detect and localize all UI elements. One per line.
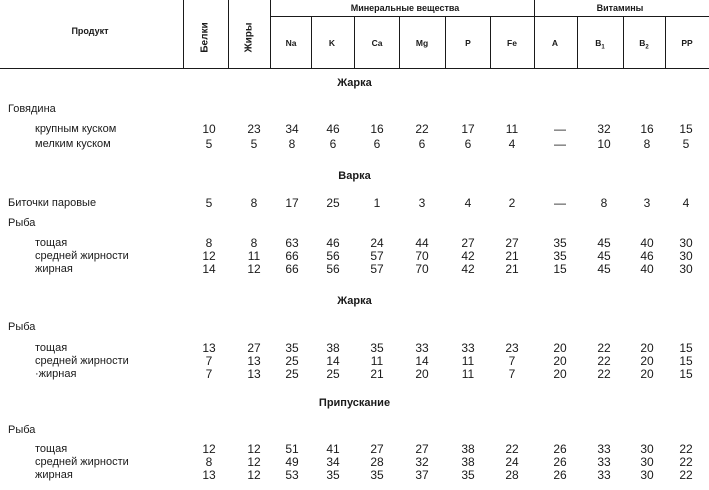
- table-cell: 35: [370, 341, 384, 355]
- table-cell: 56: [326, 249, 340, 263]
- table-cell: 17: [461, 122, 475, 136]
- column-divider: [399, 16, 400, 68]
- table-cell: 24: [370, 236, 384, 250]
- table-cell: 12: [247, 468, 261, 482]
- table-cell: 24: [505, 455, 519, 469]
- table-cell: 11: [461, 367, 475, 381]
- table-cell: 11: [461, 354, 475, 368]
- table-cell: 8: [250, 196, 258, 210]
- table-cell: 20: [553, 367, 567, 381]
- section-title: Жарка: [337, 295, 372, 307]
- table-cell: 63: [285, 236, 299, 250]
- table-cell: 33: [597, 468, 611, 482]
- table-cell: 15: [679, 341, 693, 355]
- table-cell: 12: [202, 249, 216, 263]
- row-label: средней жирности: [35, 355, 129, 367]
- table-cell: 2: [508, 196, 516, 210]
- column-divider: [311, 16, 312, 68]
- table-cell: 33: [415, 341, 429, 355]
- column-divider: [490, 16, 491, 68]
- table-cell: 4: [508, 137, 516, 151]
- header-fe: Fe: [507, 38, 517, 48]
- table-cell: 27: [461, 236, 475, 250]
- table-cell: 12: [247, 455, 261, 469]
- table-cell: 22: [597, 367, 611, 381]
- table-cell: 22: [679, 455, 693, 469]
- table-cell: 7: [205, 354, 213, 368]
- table-cell: 35: [285, 341, 299, 355]
- table-cell: 13: [202, 468, 216, 482]
- table-cell: 45: [597, 262, 611, 276]
- section-title: Жарка: [337, 77, 372, 89]
- section-title: Варка: [338, 170, 371, 182]
- table-cell: 21: [505, 262, 519, 276]
- table-cell: 30: [640, 468, 654, 482]
- table-cell: 8: [205, 236, 213, 250]
- table-cell: 15: [679, 354, 693, 368]
- table-cell: 7: [205, 367, 213, 381]
- table-cell: 6: [418, 137, 426, 151]
- table-cell: 33: [597, 442, 611, 456]
- table-cell: 22: [597, 354, 611, 368]
- table-cell: 15: [679, 122, 693, 136]
- table-cell: 27: [415, 442, 429, 456]
- table-cell: 6: [464, 137, 472, 151]
- table-cell: 21: [370, 367, 384, 381]
- table-cell: —: [554, 137, 566, 151]
- table-cell: 40: [640, 236, 654, 250]
- table-cell: 4: [682, 196, 690, 210]
- row-label: жирная: [35, 469, 73, 481]
- table-cell: 8: [643, 137, 651, 151]
- header-vit-pp: PP: [681, 38, 693, 48]
- table-cell: 6: [373, 137, 381, 151]
- table-cell: 57: [370, 262, 384, 276]
- table-cell: 30: [679, 249, 693, 263]
- table-cell: —: [554, 196, 566, 210]
- group-label: Рыба: [8, 424, 36, 436]
- table-cell: 22: [679, 468, 693, 482]
- table-cell: 34: [285, 122, 299, 136]
- table-cell: 38: [461, 455, 475, 469]
- group-label: Рыба: [8, 321, 36, 333]
- row-label: жирная: [35, 263, 73, 275]
- header-proteins: Белки: [199, 22, 211, 53]
- table-cell: 46: [326, 236, 340, 250]
- row-label: крупным куском: [35, 123, 117, 135]
- table-cell: —: [554, 122, 566, 136]
- table-cell: 23: [505, 341, 519, 355]
- table-cell: 7: [508, 354, 516, 368]
- column-divider: [577, 16, 578, 68]
- table-cell: 10: [202, 122, 216, 136]
- table-cell: 27: [247, 341, 261, 355]
- table-cell: 11: [505, 122, 519, 136]
- table-cell: 45: [597, 249, 611, 263]
- table-cell: 8: [600, 196, 608, 210]
- table-cell: 35: [370, 468, 384, 482]
- table-cell: 10: [597, 137, 611, 151]
- table-cell: 20: [640, 354, 654, 368]
- table-cell: 20: [640, 367, 654, 381]
- table-cell: 21: [505, 249, 519, 263]
- header-vit-b2: $B_2$: [639, 38, 649, 51]
- table-cell: 14: [415, 354, 429, 368]
- row-label: средней жирности: [35, 250, 129, 262]
- table-cell: 11: [247, 249, 261, 263]
- table-cell: 26: [553, 455, 567, 469]
- table-cell: 46: [640, 249, 654, 263]
- table-cell: 3: [643, 196, 651, 210]
- table-cell: 30: [679, 262, 693, 276]
- table-cell: 40: [640, 262, 654, 276]
- table-cell: 20: [553, 354, 567, 368]
- column-divider: [354, 16, 355, 68]
- row-label: тощая: [35, 443, 68, 455]
- table-cell: 32: [415, 455, 429, 469]
- row-label: средней жирности: [35, 456, 129, 468]
- table-cell: 25: [285, 354, 299, 368]
- table-cell: 33: [597, 455, 611, 469]
- table-cell: 34: [326, 455, 340, 469]
- table-cell: 22: [597, 341, 611, 355]
- table-cell: 42: [461, 249, 475, 263]
- header-fats: Жиры: [243, 22, 255, 53]
- table-cell: 33: [461, 341, 475, 355]
- table-cell: 7: [508, 367, 516, 381]
- table-cell: 42: [461, 262, 475, 276]
- table-cell: 30: [640, 455, 654, 469]
- table-cell: 12: [202, 442, 216, 456]
- table-cell: 28: [505, 468, 519, 482]
- row-label: тощая: [35, 237, 68, 249]
- table-cell: 1: [373, 196, 381, 210]
- table-cell: 46: [326, 122, 340, 136]
- section-title: Припускание: [318, 397, 391, 409]
- table-cell: 30: [679, 236, 693, 250]
- table-cell: 38: [326, 341, 340, 355]
- header-p: P: [465, 38, 471, 48]
- row-label: тощая: [35, 342, 68, 354]
- table-cell: 16: [640, 122, 654, 136]
- row-label: ·жирная: [35, 368, 77, 380]
- header-vit-b1: $B_1$: [595, 38, 605, 51]
- table-cell: 5: [205, 196, 213, 210]
- table-cell: 5: [682, 137, 690, 151]
- column-divider: [270, 0, 271, 68]
- table-cell: 70: [415, 249, 429, 263]
- table-cell: 12: [247, 262, 261, 276]
- table-cell: 14: [326, 354, 340, 368]
- table-cell: 25: [326, 196, 340, 210]
- header-mg: Mg: [415, 38, 429, 48]
- table-cell: 4: [464, 196, 472, 210]
- header-vitamins-group: Витамины: [596, 3, 644, 13]
- table-cell: 49: [285, 455, 299, 469]
- table-cell: 20: [640, 341, 654, 355]
- table-cell: 8: [205, 455, 213, 469]
- table-cell: 38: [461, 442, 475, 456]
- table-cell: 6: [329, 137, 337, 151]
- table-cell: 20: [415, 367, 429, 381]
- table-cell: 20: [553, 341, 567, 355]
- table-cell: 66: [285, 249, 299, 263]
- table-cell: 5: [250, 137, 258, 151]
- table-cell: 11: [370, 354, 384, 368]
- table-cell: 56: [326, 262, 340, 276]
- table-cell: 22: [679, 442, 693, 456]
- group-label: Рыба: [8, 217, 36, 229]
- header-bottom-rule: [0, 68, 709, 69]
- header-product: Продукт: [71, 26, 109, 36]
- table-cell: 15: [553, 262, 567, 276]
- table-cell: 35: [553, 249, 567, 263]
- table-cell: 53: [285, 468, 299, 482]
- table-cell: 12: [247, 442, 261, 456]
- column-divider: [534, 0, 535, 68]
- column-divider: [445, 16, 446, 68]
- table-cell: 27: [370, 442, 384, 456]
- header-na: Na: [285, 38, 297, 48]
- table-cell: 15: [679, 367, 693, 381]
- header-k: K: [328, 38, 336, 48]
- table-cell: 32: [597, 122, 611, 136]
- table-cell: 16: [370, 122, 384, 136]
- table-cell: 3: [418, 196, 426, 210]
- table-cell: 14: [202, 262, 216, 276]
- table-cell: 17: [285, 196, 299, 210]
- header-minerals-group: Минеральные вещества: [350, 3, 460, 13]
- table-cell: 26: [553, 442, 567, 456]
- table-cell: 30: [640, 442, 654, 456]
- row-label: мелким куском: [35, 138, 111, 150]
- header-vit-a: A: [551, 38, 559, 48]
- table-cell: 35: [461, 468, 475, 482]
- column-divider: [623, 16, 624, 68]
- table-cell: 13: [247, 354, 261, 368]
- table-cell: 23: [247, 122, 261, 136]
- header-ca: Ca: [371, 38, 383, 48]
- column-divider: [183, 0, 184, 68]
- table-cell: 35: [326, 468, 340, 482]
- column-divider: [228, 0, 229, 68]
- table-cell: 44: [415, 236, 429, 250]
- group-label: Говядина: [8, 103, 56, 115]
- table-cell: 27: [505, 236, 519, 250]
- table-cell: 8: [250, 236, 258, 250]
- table-cell: 45: [597, 236, 611, 250]
- table-cell: 70: [415, 262, 429, 276]
- row-label: Биточки паровые: [8, 197, 97, 209]
- table-cell: 13: [247, 367, 261, 381]
- table-cell: 37: [415, 468, 429, 482]
- table-cell: 26: [553, 468, 567, 482]
- table-cell: 66: [285, 262, 299, 276]
- table-cell: 25: [326, 367, 340, 381]
- table-cell: 57: [370, 249, 384, 263]
- table-cell: 13: [202, 341, 216, 355]
- table-cell: 22: [415, 122, 429, 136]
- table-cell: 41: [326, 442, 340, 456]
- table-cell: 35: [553, 236, 567, 250]
- table-cell: 28: [370, 455, 384, 469]
- column-divider: [665, 16, 666, 68]
- table-cell: 5: [205, 137, 213, 151]
- table-cell: 8: [288, 137, 296, 151]
- table-cell: 25: [285, 367, 299, 381]
- table-cell: 22: [505, 442, 519, 456]
- table-cell: 51: [285, 442, 299, 456]
